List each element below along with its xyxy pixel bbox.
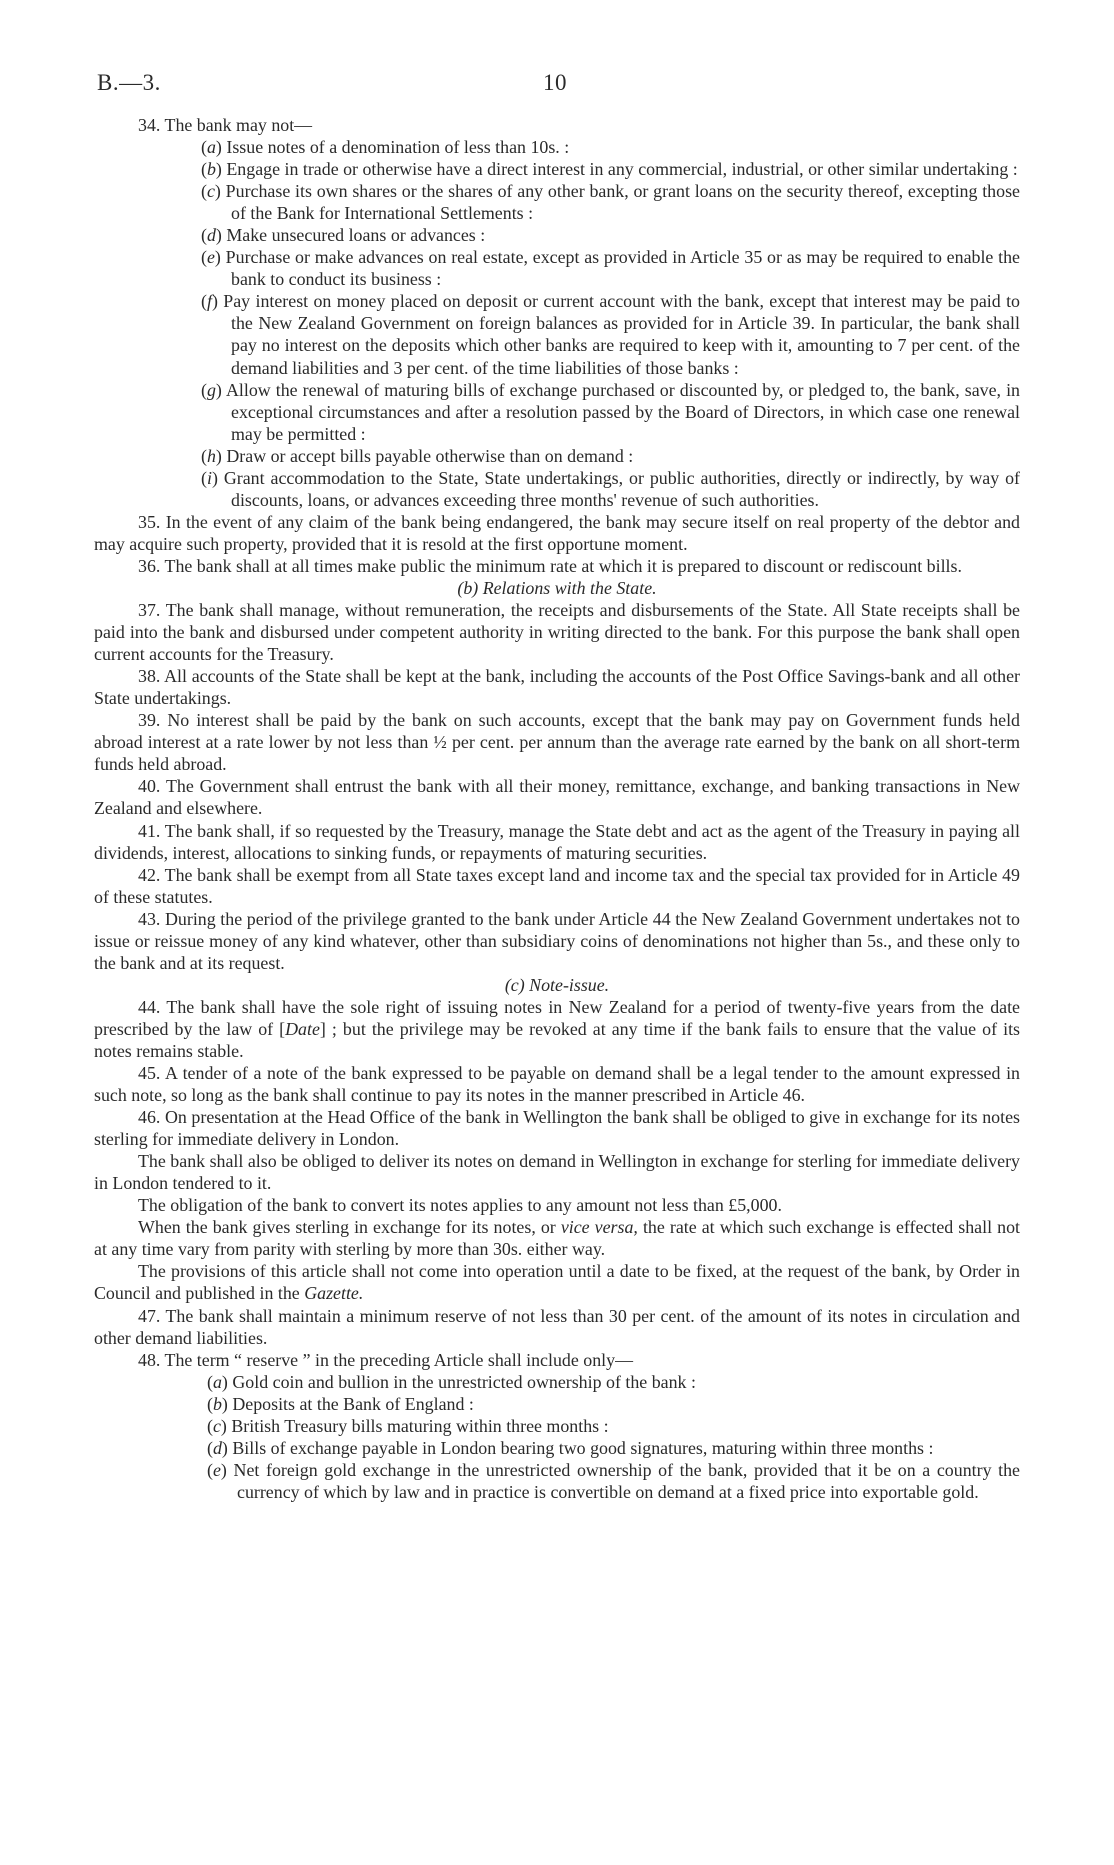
item-text: Pay interest on money placed on deposit or current account with the bank, except that interest may be paid to the New Zealand Government on foreign balances as provided for in Article 39. In particular, the bank shall pay no interest on the deposits which other banks are required to keep with it, amounting to 7 per cent. of the demand liabilities and 3 per cent. of the time liabilities of those banks :	[223, 291, 1020, 378]
item-text: Make unsecured loans or advances :	[226, 225, 486, 246]
article-34-item-d: (d) Make unsecured loans or advances :	[201, 225, 486, 246]
article-43: 43. During the period of the privilege granted to the bank under Article 44 the New Zealand Government undertakes not to issue or reissue money of any kind whatever, other than subsidiary coins of denominations not higher than 5s., and these only to the bank and at its request.	[94, 908, 1020, 973]
article-34-intro: 34. The bank may not—	[138, 115, 313, 135]
article-34-item-f: (f) Pay interest on money placed on deposit or current account with the bank, except that interest may be paid to the New Zealand Government on foreign balances as provided for in Article 39. In particular, the bank shall pay no interest on the deposits which other banks are required to keep with it, amounting to 7 per cent. of the demand liabilities and 3 per cent. of the time liabilities of those banks :	[201, 291, 1020, 378]
item-text: Purchase or make advances on real estate, except as provided in Article 35 or as may be required to enable the bank to conduct its business :	[225, 247, 1020, 290]
article-46-para-4	[94, 1216, 1020, 1260]
item-letter: e	[206, 247, 215, 268]
article-45: 45. A tender of a note of the bank expressed to be payable on demand shall be a legal tender to the amount expressed in such note, so long as the bank shall continue to pay its notes in the manner prescribed in Article 46.	[94, 1063, 1020, 1106]
item-text: Gold coin and bullion in the unrestricted ownership of the bank :	[232, 1371, 696, 1392]
article-42: 42. The bank shall be exempt from all State taxes except land and income tax and the special tax provided for in Article 49 of these statutes.	[94, 864, 1020, 907]
article-47: 47. The bank shall maintain a minimum reserve of not less than 30 per cent. of the amount of its notes in circulation and other demand liabilities.	[94, 1305, 1020, 1348]
article-48-item-a: (a) Gold coin and bullion in the unrestricted ownership of the bank :	[207, 1371, 696, 1392]
article-34-item-h: (h) Draw or accept bills payable otherwise than on demand :	[201, 445, 634, 466]
item-text: Purchase its own shares or the shares of any other bank, or grant loans on the security thereof, excepting those of the Bank for International Settlements :	[225, 181, 1020, 224]
article-46-para-5	[94, 1260, 1020, 1304]
article-46-para-1: 46. On presentation at the Head Office of the bank in Wellington the bank shall be obliged to give in exchange for its notes sterling for immediate delivery in London.	[94, 1107, 1020, 1150]
item-letter: h	[206, 445, 216, 466]
article-48-intro: 48. The term “ reserve ” in the preceding Article shall include only—	[138, 1349, 633, 1370]
article-34-item-c: (c) Purchase its own shares or the shares of any other bank, or grant loans on the security thereof, excepting those of the Bank for International Settlements :	[201, 181, 1020, 224]
article-48-item-d: (d) Bills of exchange payable in London bearing two good signatures, maturing within three months :	[207, 1437, 934, 1458]
item-text: Net foreign gold exchange in the unrestricted ownership of the bank, provided that it be on a country the currency of which by law and in practice is convertible on demand at a fixed price into exportable gold.	[233, 1459, 1021, 1502]
article-37: 37. The bank shall manage, without remuneration, the receipts and disbursements of the State. All State receipts shall be paid into the bank and disbursed under competent authority in writing directed to the bank. For this purpose the bank shall open current accounts for the Treasury.	[94, 600, 1020, 665]
item-letter: a	[206, 137, 216, 158]
item-text: Deposits at the Bank of England :	[232, 1393, 474, 1414]
article-44	[94, 996, 1020, 1062]
item-letter: e	[212, 1459, 221, 1480]
item-letter: d	[212, 1437, 222, 1458]
article-34-item-a: (a) Issue notes of a denomination of less than 10s. :	[201, 137, 570, 158]
para-text: The provisions of this article shall not come into operation until a date to be fixed, at the request of the bank, by Order in Council and published in the	[94, 1261, 1020, 1304]
item-text: British Treasury bills maturing within three months :	[231, 1415, 609, 1436]
item-letter: i	[206, 467, 212, 488]
item-letter: b	[212, 1393, 222, 1414]
item-text: Issue notes of a denomination of less than 10s. :	[226, 137, 570, 158]
document-reference: B.—3.	[97, 70, 161, 95]
item-letter: f	[206, 291, 212, 312]
article-48-item-c: (c) British Treasury bills maturing within three months :	[207, 1415, 609, 1436]
article-39: 39. No interest shall be paid by the bank on such accounts, except that the bank may pay on Government funds held abroad interest at a rate lower by not less than ½ per cent. per annum than the average rate earned by the bank on all short-term funds held abroad.	[94, 710, 1020, 775]
item-letter: d	[206, 225, 216, 246]
section-heading-relations-with-state: (b) Relations with the State.	[457, 577, 657, 598]
article-44-text-end: ] ; but the privilege may be revoked at any time if the bank fails to ensure that the value of its notes remains stable.	[94, 1018, 1020, 1061]
document-body	[94, 114, 1020, 1503]
para-italic-text: vice versa,	[560, 1217, 638, 1238]
article-34-item-g: (g) Allow the renewal of maturing bills of exchange purchased or discounted by, or pledged to, the bank, save, in exceptional circumstances and after a resolution passed by the Board of Directors, in which case one renewal may be permitted :	[201, 379, 1020, 444]
item-letter: b	[206, 159, 216, 180]
article-34-item-i: (i) Grant accommodation to the State, State undertakings, or public authorities, directly or indirectly, by way of discounts, loans, or advances exceeding three months' revenue of such authorities.	[201, 467, 1021, 510]
section-heading-note-issue: (c) Note-issue.	[504, 974, 610, 995]
article-34-item-e: (e) Purchase or make advances on real estate, except as provided in Article 35 or as may be required to enable the bank to conduct its business :	[201, 247, 1020, 290]
item-text: Bills of exchange payable in London bearing two good signatures, maturing within three months :	[232, 1437, 934, 1458]
article-46-para-3: The obligation of the bank to convert its notes applies to any amount not less than £5,000.	[138, 1195, 782, 1216]
article-48-item-b: (b) Deposits at the Bank of England :	[207, 1393, 474, 1414]
para-italic-text: Gazette.	[304, 1283, 364, 1304]
article-34-item-b: (b) Engage in trade or otherwise have a direct interest in any commercial, industrial, or other similar undertaking :	[201, 159, 1018, 180]
item-letter: g	[206, 379, 216, 400]
article-40: 40. The Government shall entrust the bank with all their money, remittance, exchange, and banking transactions in New Zealand and elsewhere.	[94, 776, 1020, 819]
para-text: When the bank gives sterling in exchange for its notes, or	[138, 1217, 561, 1238]
para-text: the rate at which such exchange is effected shall not at any time vary from parity with sterling by more than 30s. either way.	[94, 1217, 1020, 1260]
item-letter: a	[212, 1371, 222, 1392]
article-35: 35. In the event of any claim of the bank being endangered, the bank may secure itself on real property of the debtor and may acquire such property, provided that it is resold at the first opportune moment.	[94, 511, 1020, 554]
article-44-text-start: 44. The bank shall have the sole right of issuing notes in New Zealand for a period of twenty-five years from the date prescribed by the law of [	[94, 996, 1020, 1039]
item-text: Draw or accept bills payable otherwise than on demand :	[226, 445, 634, 466]
page-number: 10	[543, 70, 567, 95]
article-38: 38. All accounts of the State shall be kept at the bank, including the accounts of the Post Office Savings-bank and all other State undertakings.	[94, 666, 1020, 709]
item-text: Engage in trade or otherwise have a direct interest in any commercial, industrial, or other similar undertaking :	[226, 159, 1018, 180]
item-text: Allow the renewal of maturing bills of exchange purchased or discounted by, or pledged to, the bank, save, in exceptional circumstances and after a resolution passed by the Board of Directors, in which case one renewal may be permitted :	[225, 379, 1020, 444]
article-41: 41. The bank shall, if so requested by the Treasury, manage the State debt and act as the agent of the Treasury in paying all dividends, interest, allocations to sinking funds, or repayments of maturing securities.	[94, 820, 1020, 863]
item-text: Grant accommodation to the State, State undertakings, or public authorities, directly or indirectly, by way of discounts, loans, or advances exceeding three months' revenue of such authorities.	[223, 467, 1021, 510]
article-48-item-e: (e) Net foreign gold exchange in the unrestricted ownership of the bank, provided that it be on a country the currency of which by law and in practice is convertible on demand at a fixed price into exportable gold.	[207, 1459, 1021, 1502]
article-46-para-2: The bank shall also be obliged to deliver its notes on demand in Wellington in exchange for sterling for immediate delivery in London tendered to it.	[94, 1151, 1020, 1194]
item-letter: c	[206, 181, 215, 202]
item-letter: c	[212, 1415, 221, 1436]
article-36: 36. The bank shall at all times make public the minimum rate at which it is prepared to discount or rediscount bills.	[138, 555, 962, 576]
article-44-date-placeholder: Date	[285, 1018, 320, 1039]
